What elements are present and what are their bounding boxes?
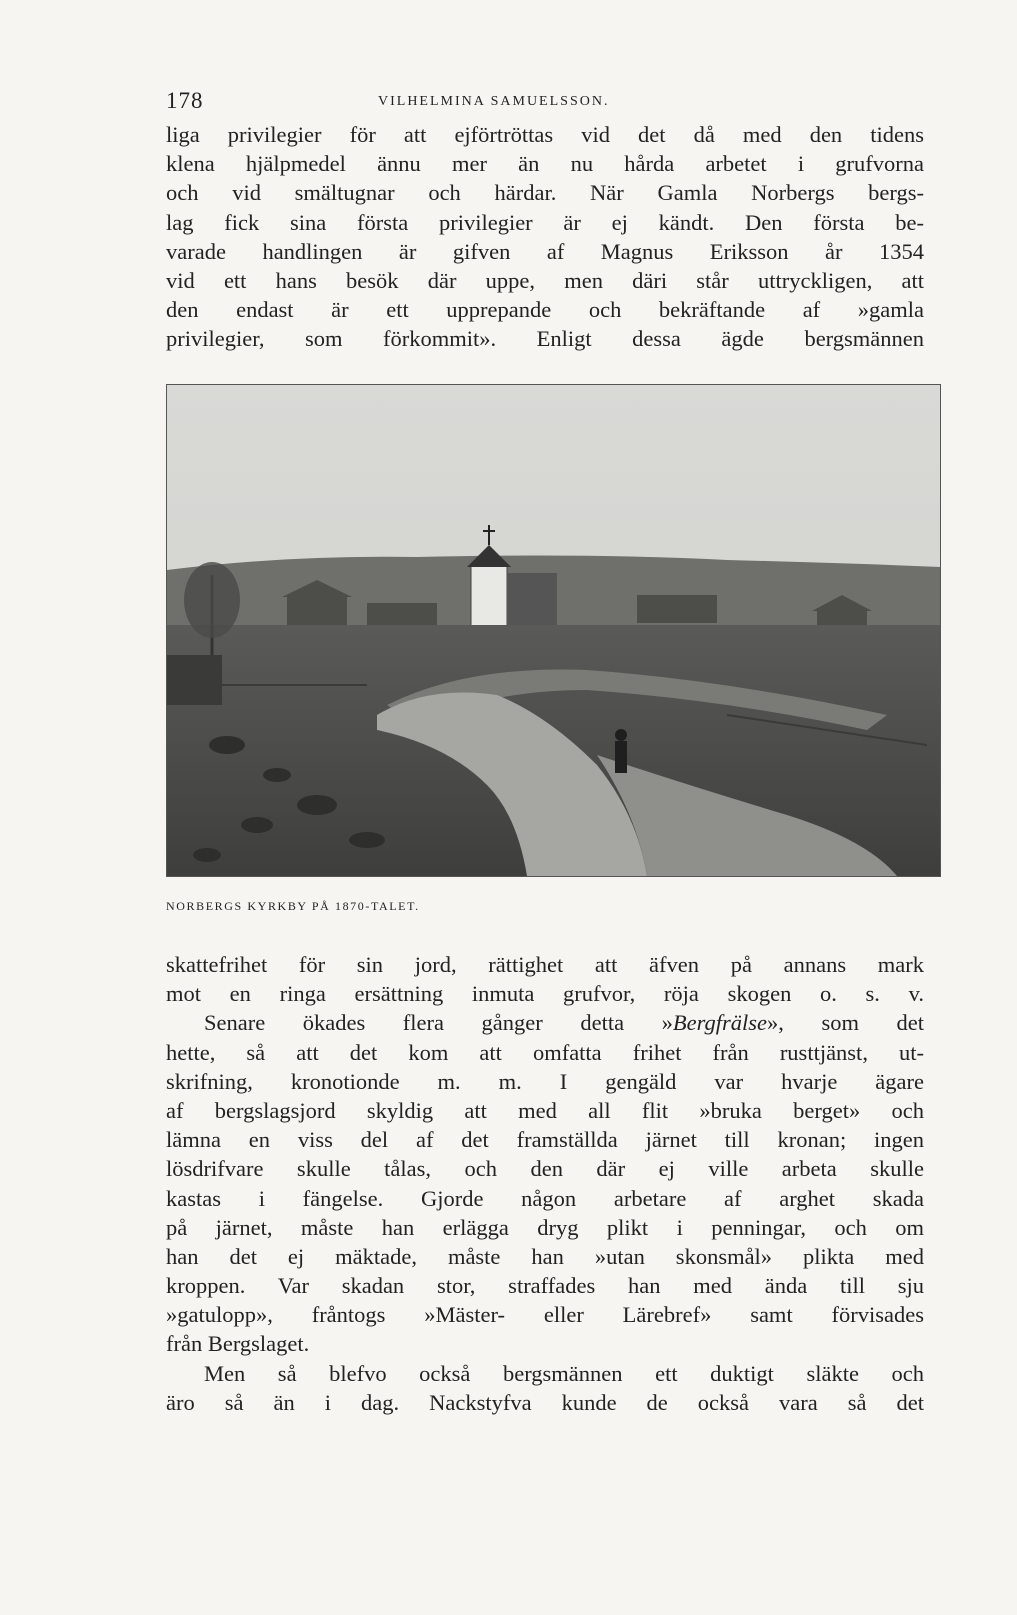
text-line [166,1008,924,1037]
running-head: VILHELMINA SAMUELSSON. [378,94,610,109]
text-line: den endast är ett upprepande och bekräftande af »gamla [166,297,924,323]
text-line: mot en ringa ersättning inmuta grufvor, röja skogen o. s. v. [166,981,924,1007]
figure-caption: NORBERGS KYRKBY PÅ 1870-TALET. [166,899,420,913]
text-line: lösdrifvare skulle tålas, och den där ej ville arbeta skulle [166,1156,924,1182]
page-header [166,88,924,118]
text-line: lag fick sina första privilegier är ej kändt. Den första be- [166,209,924,235]
text-line: på järnet, måste han erlägga dryg plikt i penningar, och om [166,1214,924,1240]
text-line: varade handlingen är gifven af Magnus Eriksson år 1354 [166,238,924,264]
text-line: »gatulopp», fråntogs »Mäster- eller Lärebref» samt förvisades [166,1302,924,1328]
text-line: och vid smältugnar och härdar. När Gamla Norbergs bergs- [166,180,924,206]
text-line: klena hjälpmedel ännu mer än nu hårda arbetet i grufvorna [166,151,924,177]
text-line: af bergslagsjord skyldig att med all flit »bruka berget» och [166,1097,924,1123]
text-line: skattefrihet för sin jord, rättighet att äfven på annans mark [166,952,924,977]
text-segment: », som det [767,1010,924,1036]
text-line: från Bergslaget. [166,1331,310,1357]
text-line: lämna en viss del af det framställda järnet till kronan; ingen [166,1127,924,1153]
text-line: privilegier, som förkommit». Enligt dessa ägde bergsmännen [166,326,924,352]
body-text-top [166,120,924,354]
text-line: liga privilegier för att ejförtröttas vid det då med den tidens [166,122,924,147]
text-segment: Senare ökades flera gånger detta » [204,1010,673,1036]
text-line: skrifning, kronotionde m. m. I gengäld var hvarje ägare [166,1068,924,1094]
text-line: kastas i fängelse. Gjorde någon arbetare af arghet skada [166,1185,924,1211]
village-photograph [166,384,941,877]
text-line: kroppen. Var skadan stor, straffades han med ända till sju [166,1273,924,1299]
text-line: hette, så att det kom att omfatta frihet från rusttjänst, ut- [166,1039,924,1065]
text-line: vid ett hans besök där uppe, men däri står uttryckligen, att [166,267,924,293]
text-line: Men så blefvo också bergsmännen ett duktigt släkte och [204,1360,924,1386]
body-text-bottom [166,950,924,1417]
emphasized-term: Bergfrälse [672,1010,768,1036]
text-line: äro så än i dag. Nackstyfva kunde de också vara så det [166,1389,924,1415]
text-line: han det ej mäktade, måste han »utan skonsmål» plikta med [166,1243,924,1269]
page-number: 178 [166,88,204,113]
